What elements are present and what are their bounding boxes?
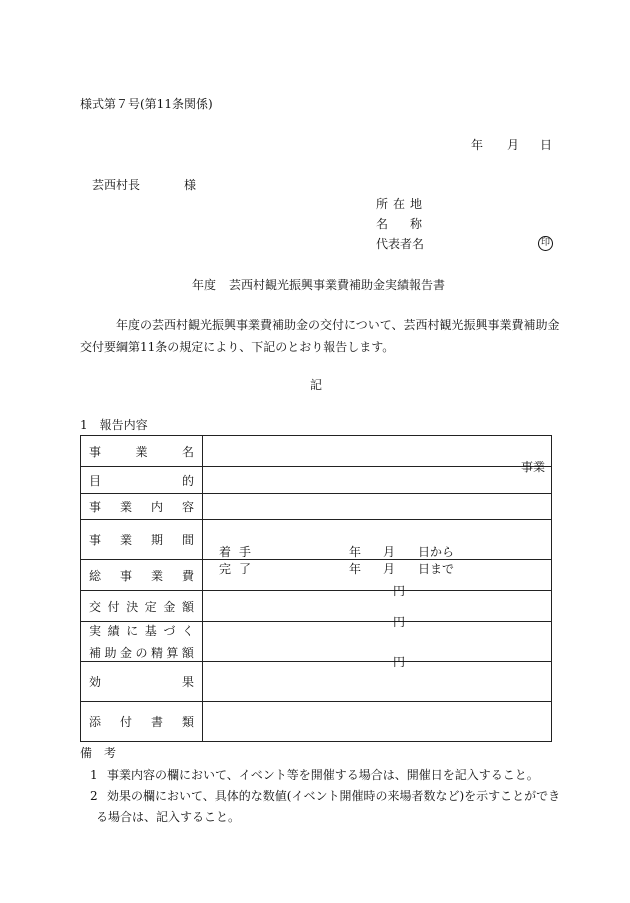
label-char: 事 bbox=[89, 500, 102, 514]
label-purpose bbox=[81, 467, 203, 494]
label-char: 補 bbox=[89, 646, 102, 660]
label-char: 実 bbox=[89, 624, 102, 638]
start-month: 月 bbox=[383, 544, 396, 559]
representative-label: 代表者名 bbox=[376, 237, 425, 251]
label-total-cost bbox=[81, 560, 203, 591]
value-effect bbox=[203, 662, 552, 702]
label-effect bbox=[81, 662, 203, 702]
addressee-honorific: 様 bbox=[184, 178, 197, 192]
body-line-2: 交付要綱第11条の規定により、下記のとおり報告します。 bbox=[80, 340, 395, 354]
value-total-cost bbox=[203, 560, 552, 598]
label-line-1 bbox=[89, 622, 194, 639]
label-char: 額 bbox=[181, 646, 194, 660]
row-total-cost bbox=[81, 560, 552, 591]
row-settlement bbox=[81, 622, 552, 662]
yen-unit: 円 bbox=[393, 584, 406, 598]
label-char: 業 bbox=[119, 500, 132, 514]
label-char: 事 bbox=[89, 444, 102, 459]
value-project-content bbox=[203, 494, 552, 520]
value-attachments bbox=[203, 702, 552, 742]
label-char: 書 bbox=[150, 715, 163, 729]
label-char: 基 bbox=[144, 624, 157, 638]
label-char: く bbox=[181, 624, 194, 638]
label-line-2 bbox=[89, 644, 194, 661]
title-main: 芸西村観光振興事業費補助金実績報告書 bbox=[229, 278, 446, 292]
label-char: 定 bbox=[144, 599, 157, 614]
ki-mark: 記 bbox=[310, 378, 323, 392]
label-char: 総 bbox=[89, 568, 102, 583]
seal-mark: 印 bbox=[538, 236, 553, 251]
label-char: 交 bbox=[89, 599, 102, 614]
label-char: 決 bbox=[126, 599, 139, 614]
label-char: 所 bbox=[376, 197, 389, 211]
start-day: 日から bbox=[418, 544, 455, 559]
label-char: 効 bbox=[89, 675, 102, 689]
end-month: 月 bbox=[383, 561, 396, 576]
date-month-label: 月 bbox=[507, 138, 520, 152]
label-char: 在 bbox=[392, 197, 405, 211]
notes-heading: 備 考 bbox=[80, 746, 117, 760]
label-char: 算 bbox=[166, 646, 179, 660]
end-year: 年 bbox=[349, 561, 362, 576]
label-settlement bbox=[81, 622, 203, 662]
label-char: 事 bbox=[119, 568, 132, 583]
label-project-content bbox=[81, 494, 203, 520]
report-table bbox=[80, 435, 552, 742]
value-project-period bbox=[203, 520, 552, 576]
label-char: 付 bbox=[119, 715, 132, 729]
label-char: 費 bbox=[181, 568, 194, 583]
label-text bbox=[89, 498, 194, 515]
note-1-text: 事業内容の欄において、イベント等を開催する場合は、開催日を記入すること。 bbox=[107, 768, 539, 782]
label-char: 果 bbox=[181, 675, 194, 689]
row-attachments bbox=[81, 702, 552, 742]
form-number: 様式第７号(第11条関係) bbox=[80, 97, 213, 111]
label-char: 着 bbox=[219, 544, 232, 559]
date-day-label: 日 bbox=[540, 138, 553, 152]
label-text bbox=[89, 472, 194, 489]
label-char: 業 bbox=[119, 533, 132, 547]
label-text bbox=[89, 673, 194, 690]
label-char: 的 bbox=[181, 473, 194, 488]
label-char: 付 bbox=[107, 599, 120, 614]
label-char: づ bbox=[163, 624, 176, 638]
name-label bbox=[376, 218, 422, 230]
start-label bbox=[219, 546, 251, 558]
label-char: 績 bbox=[107, 624, 120, 638]
row-purpose bbox=[81, 467, 552, 494]
value-project-name bbox=[203, 436, 552, 474]
label-project-name bbox=[81, 436, 203, 467]
label-char: 事 bbox=[89, 533, 102, 547]
label-char: の bbox=[135, 646, 148, 660]
label-char: 地 bbox=[409, 197, 422, 211]
start-year: 年 bbox=[349, 544, 362, 559]
label-grant-decision bbox=[81, 591, 203, 622]
label-char: 称 bbox=[409, 217, 422, 231]
label-char: 業 bbox=[135, 444, 148, 459]
address-label bbox=[376, 198, 422, 210]
value-settlement bbox=[203, 622, 552, 669]
label-char: 了 bbox=[238, 561, 251, 576]
row-project-period bbox=[81, 520, 552, 560]
row-effect bbox=[81, 662, 552, 702]
label-char: 間 bbox=[181, 533, 194, 547]
yen-unit: 円 bbox=[393, 615, 406, 629]
addressee-name: 芸西村長 bbox=[92, 178, 141, 192]
note-2-text: 効果の欄において、具体的な数値(イベント開催時の来場者数など)を示すことができ bbox=[107, 789, 561, 803]
section-heading: 1 報告内容 bbox=[80, 418, 148, 432]
label-char: 額 bbox=[181, 599, 194, 614]
yen-unit: 円 bbox=[393, 654, 406, 669]
label-project-period bbox=[81, 520, 203, 560]
note-1-number: 1 bbox=[90, 768, 98, 782]
date-year-label: 年 bbox=[471, 138, 484, 152]
label-text bbox=[89, 443, 194, 460]
label-char: 内 bbox=[150, 500, 163, 514]
row-project-name bbox=[81, 436, 552, 467]
note-2-number: 2 bbox=[90, 789, 98, 803]
label-text bbox=[89, 713, 194, 730]
row-project-content bbox=[81, 494, 552, 520]
label-attachments bbox=[81, 702, 203, 742]
label-text bbox=[89, 531, 194, 548]
label-char: 名 bbox=[376, 217, 389, 231]
label-char: 精 bbox=[150, 646, 163, 660]
label-text bbox=[89, 567, 194, 584]
value-grant-decision bbox=[203, 591, 552, 629]
title-fiscal-year: 年度 bbox=[192, 278, 217, 292]
label-char: 手 bbox=[238, 544, 251, 559]
note-2-continuation: る場合は、記入すること。 bbox=[96, 810, 241, 824]
row-grant-decision bbox=[81, 591, 552, 622]
label-char: 類 bbox=[181, 715, 194, 729]
label-char: 添 bbox=[89, 715, 102, 729]
label-char: 業 bbox=[150, 568, 163, 583]
end-day: 日まで bbox=[418, 561, 455, 576]
label-char: 完 bbox=[219, 561, 232, 576]
label-char: 金 bbox=[119, 646, 132, 660]
label-char: 容 bbox=[181, 500, 194, 514]
label-text bbox=[89, 598, 194, 615]
end-label bbox=[219, 563, 251, 575]
label-char: に bbox=[126, 624, 139, 638]
label-char: 目 bbox=[89, 473, 102, 488]
label-char: 金 bbox=[163, 599, 176, 614]
label-char: 助 bbox=[104, 646, 117, 660]
label-char: 名 bbox=[181, 444, 194, 459]
project-suffix: 事業 bbox=[520, 460, 545, 474]
label-char: 期 bbox=[150, 533, 163, 547]
value-purpose bbox=[203, 467, 552, 494]
body-line-1: 年度の芸西村観光振興事業費補助金の交付について、芸西村観光振興事業費補助金 bbox=[116, 318, 560, 332]
